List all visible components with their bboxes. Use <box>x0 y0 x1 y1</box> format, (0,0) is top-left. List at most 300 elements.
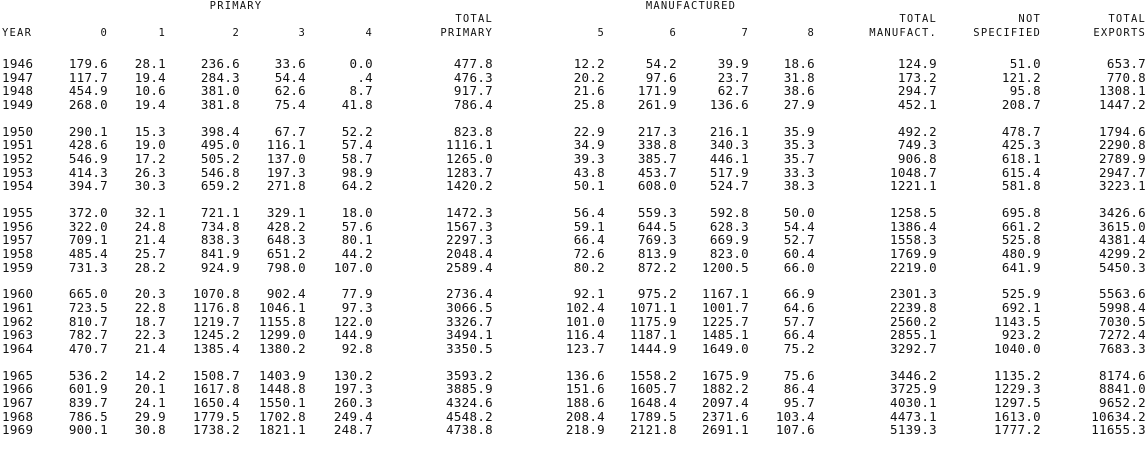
table-cell-c1: 30.8 <box>134 422 166 438</box>
table-cell-c3: 116.1 <box>266 137 306 153</box>
table-cell-c6: 97.6 <box>645 69 677 85</box>
table-cell-c4: 0.0 <box>349 56 373 71</box>
table-cell-c3: 648.3 <box>266 232 306 248</box>
table-cell-c5: 101.0 <box>565 313 605 329</box>
table-cell-c8: 38.3 <box>783 178 815 194</box>
table-cell-c2: 1176.8 <box>193 300 240 316</box>
table-cell-c0: 709.1 <box>68 232 108 248</box>
table-cell-c2: 236.6 <box>200 56 240 71</box>
table-cell-c5: 50.1 <box>573 178 605 194</box>
table-cell-total_manufact: 1258.5 <box>890 205 937 221</box>
table-cell-year: 1957 <box>2 232 34 248</box>
table-cell-total_manufact: 3446.2 <box>890 367 937 383</box>
table-cell-c4: 58.7 <box>341 151 373 166</box>
table-cell-c4: 260.3 <box>333 395 373 411</box>
table-cell-c7: 1649.0 <box>702 341 749 356</box>
table-cell-c3: 75.4 <box>274 96 306 112</box>
table-cell-c3: 1448.8 <box>259 381 306 397</box>
table-cell-year: 1953 <box>2 164 34 180</box>
table-cell-not_specified: 641.9 <box>1001 259 1041 275</box>
table-cell-c1: 14.2 <box>134 367 166 383</box>
table-cell-c2: 1617.8 <box>193 381 240 397</box>
table-cell-c8: 75.6 <box>783 367 815 383</box>
table-cell-c3: 137.0 <box>266 151 306 166</box>
table-cell-c1: 20.3 <box>134 286 166 302</box>
table-cell-year: 1960 <box>2 286 34 302</box>
table-cell-c4: 92.8 <box>341 341 373 356</box>
column-header-not_specified: SPECIFIED <box>973 27 1041 39</box>
table-cell-c4: 197.3 <box>333 381 373 397</box>
table-cell-c0: 839.7 <box>68 395 108 411</box>
table-cell-c3: 1702.8 <box>259 408 306 424</box>
table-cell-c0: 290.1 <box>68 123 108 139</box>
column-header-total_exports: EXPORTS <box>1093 27 1146 39</box>
table-cell-total_primary: 3593.2 <box>446 367 493 383</box>
table-cell-c3: 1821.1 <box>259 422 306 438</box>
column-header-c7: 7 <box>741 27 749 39</box>
table-cell-c8: 66.9 <box>783 286 815 302</box>
table-cell-total_primary: 2048.4 <box>446 246 493 261</box>
table-cell-c1: 21.4 <box>134 232 166 248</box>
table-cell-c8: 75.2 <box>783 341 815 356</box>
column-header-c1: 1 <box>158 27 166 39</box>
table-cell-c6: 872.2 <box>637 259 677 275</box>
table-cell-c8: 64.6 <box>783 300 815 316</box>
column-header-year: YEAR <box>2 27 33 39</box>
table-cell-total_primary: 476.3 <box>453 69 493 85</box>
table-cell-c8: 103.4 <box>775 408 815 424</box>
table-cell-c2: 381.8 <box>200 96 240 112</box>
table-cell-year: 1952 <box>2 151 34 166</box>
table-cell-c2: 381.0 <box>200 83 240 99</box>
table-cell-not_specified: 695.8 <box>1001 205 1041 221</box>
table-cell-c0: 786.5 <box>68 408 108 424</box>
table-cell-c2: 721.1 <box>200 205 240 221</box>
table-cell-total_exports: 5450.3 <box>1099 259 1146 275</box>
table-cell-year: 1969 <box>2 422 34 438</box>
table-cell-not_specified: 1229.3 <box>994 381 1041 397</box>
table-cell-total_primary: 3326.7 <box>446 313 493 329</box>
column-header-not_specified-line1: NOT <box>1018 13 1041 25</box>
column-header-c8: 8 <box>807 27 815 39</box>
table-cell-c0: 179.6 <box>68 56 108 71</box>
table-cell-c3: 1550.1 <box>259 395 306 411</box>
table-cell-c7: 39.9 <box>717 56 749 71</box>
table-cell-total_exports: 5563.6 <box>1099 286 1146 302</box>
table-cell-total_manufact: 1769.9 <box>890 246 937 261</box>
table-cell-c3: 33.6 <box>274 56 306 71</box>
table-cell-c6: 1444.9 <box>630 341 677 356</box>
table-cell-not_specified: 1143.5 <box>994 313 1041 329</box>
table-cell-c3: 1380.2 <box>259 341 306 356</box>
table-cell-c0: 536.2 <box>68 367 108 383</box>
table-cell-not_specified: 425.3 <box>1001 137 1041 153</box>
table-cell-c7: 23.7 <box>717 69 749 85</box>
table-cell-c1: 10.6 <box>134 83 166 99</box>
table-cell-total_primary: 2297.3 <box>446 232 493 248</box>
table-cell-c3: 1403.9 <box>259 367 306 383</box>
table-cell-c0: 900.1 <box>68 422 108 438</box>
table-cell-c6: 608.0 <box>637 178 677 194</box>
table-cell-not_specified: 1135.2 <box>994 367 1041 383</box>
table-cell-total_primary: 917.7 <box>453 83 493 99</box>
table-cell-c4: .4 <box>357 69 373 85</box>
table-cell-total_exports: 4299.2 <box>1099 246 1146 261</box>
table-cell-c2: 1738.2 <box>193 422 240 438</box>
table-cell-c1: 19.0 <box>134 137 166 153</box>
table-cell-c6: 171.9 <box>637 83 677 99</box>
table-cell-year: 1948 <box>2 83 34 99</box>
table-cell-c8: 52.7 <box>783 232 815 248</box>
table-cell-c8: 38.6 <box>783 83 815 99</box>
table-cell-c3: 54.4 <box>274 69 306 85</box>
table-cell-c8: 35.3 <box>783 137 815 153</box>
table-cell-c0: 601.9 <box>68 381 108 397</box>
table-cell-total_manufact: 1048.7 <box>890 164 937 180</box>
column-header-c5: 5 <box>597 27 605 39</box>
table-cell-year: 1950 <box>2 123 34 139</box>
table-cell-total_primary: 823.8 <box>453 123 493 139</box>
table-cell-c1: 17.2 <box>134 151 166 166</box>
table-cell-c5: 59.1 <box>573 218 605 234</box>
table-cell-c5: 72.6 <box>573 246 605 261</box>
table-cell-c8: 18.6 <box>783 56 815 71</box>
table-cell-c1: 19.4 <box>134 69 166 85</box>
column-header-total_manufact-line1: TOTAL <box>899 13 937 25</box>
table-cell-c2: 284.3 <box>200 69 240 85</box>
table-cell-c2: 505.2 <box>200 151 240 166</box>
table-cell-c2: 841.9 <box>200 246 240 261</box>
table-cell-c3: 1155.8 <box>259 313 306 329</box>
table-cell-total_exports: 2947.7 <box>1099 164 1146 180</box>
table-cell-c6: 453.7 <box>637 164 677 180</box>
table-cell-c6: 217.3 <box>637 123 677 139</box>
table-cell-total_exports: 1308.1 <box>1099 83 1146 99</box>
table-cell-c8: 31.8 <box>783 69 815 85</box>
table-cell-year: 1966 <box>2 381 34 397</box>
table-cell-year: 1964 <box>2 341 34 356</box>
table-cell-c2: 1070.8 <box>193 286 240 302</box>
table-cell-year: 1949 <box>2 96 34 112</box>
column-header-c6: 6 <box>669 27 677 39</box>
table-cell-c1: 30.3 <box>134 178 166 194</box>
table-cell-year: 1967 <box>2 395 34 411</box>
table-cell-c8: 86.4 <box>783 381 815 397</box>
table-cell-total_primary: 1265.0 <box>446 151 493 166</box>
column-header-total_primary: PRIMARY <box>440 27 493 39</box>
table-cell-c3: 329.1 <box>266 205 306 221</box>
table-cell-c8: 33.3 <box>783 164 815 180</box>
table-cell-c0: 665.0 <box>68 286 108 302</box>
table-cell-c4: 122.0 <box>333 313 373 329</box>
table-cell-c2: 398.4 <box>200 123 240 139</box>
table-cell-c7: 340.3 <box>709 137 749 153</box>
table-cell-total_exports: 7030.5 <box>1099 313 1146 329</box>
table-cell-c5: 151.6 <box>565 381 605 397</box>
table-cell-not_specified: 1297.5 <box>994 395 1041 411</box>
table-cell-c6: 1648.4 <box>630 395 677 411</box>
table-cell-c7: 1200.5 <box>702 259 749 275</box>
table-cell-c3: 1299.0 <box>259 327 306 343</box>
table-cell-total_exports: 1794.6 <box>1099 123 1146 139</box>
table-cell-total_exports: 3615.0 <box>1099 218 1146 234</box>
table-cell-c3: 902.4 <box>266 286 306 302</box>
table-cell-c6: 1558.2 <box>630 367 677 383</box>
table-cell-not_specified: 1040.0 <box>994 341 1041 356</box>
table-cell-total_primary: 3885.9 <box>446 381 493 397</box>
table-cell-total_exports: 3223.1 <box>1099 178 1146 194</box>
table-cell-not_specified: 480.9 <box>1001 246 1041 261</box>
table-cell-c1: 24.8 <box>134 218 166 234</box>
table-cell-total_manufact: 173.2 <box>897 69 937 85</box>
table-cell-c6: 975.2 <box>637 286 677 302</box>
table-cell-c7: 1675.9 <box>702 367 749 383</box>
table-cell-total_manufact: 749.3 <box>897 137 937 153</box>
table-cell-c4: 249.4 <box>333 408 373 424</box>
table-cell-c0: 268.0 <box>68 96 108 112</box>
table-cell-c1: 25.7 <box>134 246 166 261</box>
table-cell-total_exports: 7272.4 <box>1099 327 1146 343</box>
column-header-c3: 3 <box>298 27 306 39</box>
table-cell-c0: 414.3 <box>68 164 108 180</box>
table-cell-total_primary: 4548.2 <box>446 408 493 424</box>
table-cell-c5: 39.3 <box>573 151 605 166</box>
table-cell-c7: 669.9 <box>709 232 749 248</box>
table-cell-c0: 428.6 <box>68 137 108 153</box>
table-cell-not_specified: 525.9 <box>1001 286 1041 302</box>
table-cell-c7: 1485.1 <box>702 327 749 343</box>
table-cell-c3: 651.2 <box>266 246 306 261</box>
table-cell-total_exports: 11655.3 <box>1091 422 1146 438</box>
table-cell-c3: 62.6 <box>274 83 306 99</box>
table-cell-c0: 394.7 <box>68 178 108 194</box>
column-header-c2: 2 <box>232 27 240 39</box>
table-cell-c6: 1187.1 <box>630 327 677 343</box>
table-cell-c7: 62.7 <box>717 83 749 99</box>
table-cell-c4: 144.9 <box>333 327 373 343</box>
table-cell-c6: 2121.8 <box>630 422 677 438</box>
table-cell-c4: 97.3 <box>341 300 373 316</box>
table-cell-c2: 924.9 <box>200 259 240 275</box>
table-cell-c3: 428.2 <box>266 218 306 234</box>
table-cell-c1: 22.3 <box>134 327 166 343</box>
table-cell-total_primary: 1567.3 <box>446 218 493 234</box>
table-cell-c0: 454.9 <box>68 83 108 99</box>
table-cell-c1: 19.4 <box>134 96 166 112</box>
table-cell-c8: 35.9 <box>783 123 815 139</box>
table-cell-c7: 2691.1 <box>702 422 749 438</box>
table-cell-c5: 208.4 <box>565 408 605 424</box>
table-cell-c8: 107.6 <box>775 422 815 438</box>
table-cell-c0: 117.7 <box>68 69 108 85</box>
table-cell-c5: 123.7 <box>565 341 605 356</box>
table-cell-c4: 248.7 <box>333 422 373 438</box>
table-cell-c6: 1789.5 <box>630 408 677 424</box>
table-cell-c0: 810.7 <box>68 313 108 329</box>
table-cell-total_exports: 7683.3 <box>1099 341 1146 356</box>
table-cell-c1: 20.1 <box>134 381 166 397</box>
table-cell-total_manufact: 124.9 <box>897 56 937 71</box>
table-cell-not_specified: 1777.2 <box>994 422 1041 438</box>
column-header-total_exports-line1: TOTAL <box>1108 13 1146 25</box>
table-cell-c4: 98.9 <box>341 164 373 180</box>
table-cell-c5: 66.4 <box>573 232 605 248</box>
table-cell-year: 1955 <box>2 205 34 221</box>
table-cell-year: 1959 <box>2 259 34 275</box>
table-cell-c6: 1175.9 <box>630 313 677 329</box>
table-cell-year: 1958 <box>2 246 34 261</box>
table-cell-year: 1947 <box>2 69 34 85</box>
table-cell-not_specified: 661.2 <box>1001 218 1041 234</box>
table-cell-c2: 734.8 <box>200 218 240 234</box>
table-cell-c5: 136.6 <box>565 367 605 383</box>
table-cell-c6: 385.7 <box>637 151 677 166</box>
table-cell-total_primary: 1472.3 <box>446 205 493 221</box>
table-cell-c1: 32.1 <box>134 205 166 221</box>
table-cell-c2: 546.8 <box>200 164 240 180</box>
table-cell-c0: 546.9 <box>68 151 108 166</box>
table-cell-c7: 1167.1 <box>702 286 749 302</box>
table-cell-c3: 1046.1 <box>259 300 306 316</box>
table-cell-c0: 322.0 <box>68 218 108 234</box>
table-cell-not_specified: 692.1 <box>1001 300 1041 316</box>
table-cell-c6: 261.9 <box>637 96 677 112</box>
table-cell-c7: 592.8 <box>709 205 749 221</box>
table-cell-c5: 34.9 <box>573 137 605 153</box>
table-cell-c4: 64.2 <box>341 178 373 194</box>
table-cell-c4: 80.1 <box>341 232 373 248</box>
table-cell-c4: 77.9 <box>341 286 373 302</box>
table-cell-c3: 798.0 <box>266 259 306 275</box>
table-cell-c4: 8.7 <box>349 83 373 99</box>
table-cell-total_exports: 5998.4 <box>1099 300 1146 316</box>
table-cell-c8: 66.0 <box>783 259 815 275</box>
table-cell-c5: 80.2 <box>573 259 605 275</box>
table-cell-c5: 25.8 <box>573 96 605 112</box>
table-cell-total_manufact: 3725.9 <box>890 381 937 397</box>
table-cell-total_exports: 1447.2 <box>1099 96 1146 112</box>
table-cell-c6: 559.3 <box>637 205 677 221</box>
table-cell-c1: 29.9 <box>134 408 166 424</box>
table-cell-total_manufact: 2855.1 <box>890 327 937 343</box>
table-cell-c7: 628.3 <box>709 218 749 234</box>
table-cell-c5: 20.2 <box>573 69 605 85</box>
table-cell-not_specified: 581.8 <box>1001 178 1041 194</box>
table-cell-year: 1965 <box>2 367 34 383</box>
table-cell-total_manufact: 294.7 <box>897 83 937 99</box>
table-cell-c7: 1882.2 <box>702 381 749 397</box>
table-cell-total_manufact: 1386.4 <box>890 218 937 234</box>
table-cell-total_primary: 3494.1 <box>446 327 493 343</box>
table-cell-c5: 92.1 <box>573 286 605 302</box>
table-cell-c4: 57.4 <box>341 137 373 153</box>
table-cell-total_exports: 8841.0 <box>1099 381 1146 397</box>
table-cell-c6: 769.3 <box>637 232 677 248</box>
table-cell-total_manufact: 906.8 <box>897 151 937 166</box>
table-cell-not_specified: 208.7 <box>1001 96 1041 112</box>
table-cell-total_exports: 2789.9 <box>1099 151 1146 166</box>
table-cell-total_manufact: 1558.3 <box>890 232 937 248</box>
table-cell-c1: 18.7 <box>134 313 166 329</box>
table-cell-total_primary: 3350.5 <box>446 341 493 356</box>
table-cell-c7: 1001.7 <box>702 300 749 316</box>
column-header-total_primary-line1: TOTAL <box>455 13 493 25</box>
table-cell-total_manufact: 2239.8 <box>890 300 937 316</box>
table-cell-c7: 524.7 <box>709 178 749 194</box>
table-cell-year: 1956 <box>2 218 34 234</box>
table-cell-c7: 1225.7 <box>702 313 749 329</box>
table-cell-not_specified: 615.4 <box>1001 164 1041 180</box>
table-cell-c0: 782.7 <box>68 327 108 343</box>
table-cell-c2: 838.3 <box>200 232 240 248</box>
table-cell-c2: 1219.7 <box>193 313 240 329</box>
table-cell-total_manufact: 2301.3 <box>890 286 937 302</box>
table-cell-c6: 1071.1 <box>630 300 677 316</box>
table-cell-total_primary: 4738.8 <box>446 422 493 438</box>
table-cell-total_manufact: 4473.1 <box>890 408 937 424</box>
table-cell-c0: 485.4 <box>68 246 108 261</box>
table-cell-c1: 26.3 <box>134 164 166 180</box>
group-header-primary: PRIMARY <box>209 0 263 12</box>
table-cell-c1: 15.3 <box>134 123 166 139</box>
table-cell-total_exports: 4381.4 <box>1099 232 1146 248</box>
table-cell-c7: 2097.4 <box>702 395 749 411</box>
table-cell-c7: 517.9 <box>709 164 749 180</box>
table-cell-total_exports: 653.7 <box>1106 56 1146 71</box>
table-cell-year: 1963 <box>2 327 34 343</box>
table-cell-c2: 1245.2 <box>193 327 240 343</box>
table-cell-c5: 116.4 <box>565 327 605 343</box>
table-cell-not_specified: 95.8 <box>1009 83 1041 99</box>
table-cell-year: 1968 <box>2 408 34 424</box>
table-cell-total_manufact: 452.1 <box>897 96 937 112</box>
table-cell-c3: 271.8 <box>266 178 306 194</box>
column-header-c4: 4 <box>365 27 373 39</box>
table-cell-c8: 50.0 <box>783 205 815 221</box>
table-cell-c5: 102.4 <box>565 300 605 316</box>
table-cell-total_exports: 2290.8 <box>1099 137 1146 153</box>
table-cell-c0: 723.5 <box>68 300 108 316</box>
table-cell-c8: 35.7 <box>783 151 815 166</box>
table-cell-c0: 372.0 <box>68 205 108 221</box>
table-cell-c7: 216.1 <box>709 123 749 139</box>
table-cell-total_manufact: 3292.7 <box>890 341 937 356</box>
table-cell-c4: 107.0 <box>333 259 373 275</box>
table-cell-not_specified: 478.7 <box>1001 123 1041 139</box>
table-cell-total_exports: 770.8 <box>1106 69 1146 85</box>
table-cell-c5: 56.4 <box>573 205 605 221</box>
table-cell-total_exports: 3426.6 <box>1099 205 1146 221</box>
table-cell-year: 1962 <box>2 313 34 329</box>
table-cell-c8: 66.4 <box>783 327 815 343</box>
table-cell-not_specified: 525.8 <box>1001 232 1041 248</box>
table-cell-c4: 41.8 <box>341 96 373 112</box>
table-cell-c6: 1605.7 <box>630 381 677 397</box>
table-cell-c5: 21.6 <box>573 83 605 99</box>
table-cell-total_primary: 786.4 <box>453 96 493 112</box>
table-cell-c6: 338.8 <box>637 137 677 153</box>
table-cell-not_specified: 923.2 <box>1001 327 1041 343</box>
table-cell-total_manufact: 4030.1 <box>890 395 937 411</box>
table-cell-c8: 95.7 <box>783 395 815 411</box>
table-cell-c8: 60.4 <box>783 246 815 261</box>
table-cell-c2: 1508.7 <box>193 367 240 383</box>
table-cell-total_manufact: 2560.2 <box>890 313 937 329</box>
table-cell-c4: 52.2 <box>341 123 373 139</box>
table-cell-c5: 218.9 <box>565 422 605 438</box>
table-cell-c5: 188.6 <box>565 395 605 411</box>
table-cell-c1: 21.4 <box>134 341 166 356</box>
